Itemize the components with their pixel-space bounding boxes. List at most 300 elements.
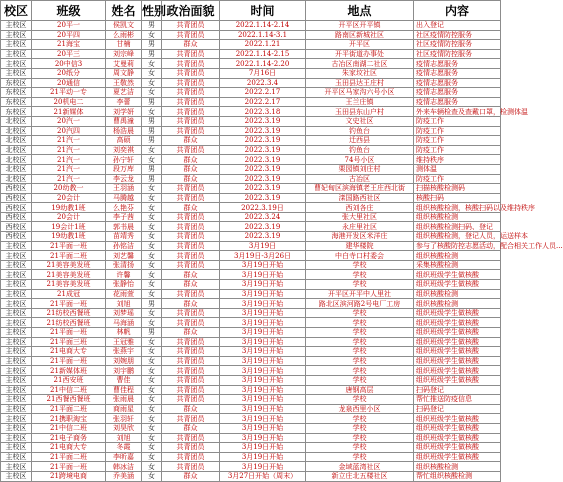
- cell-name: 李云龙: [106, 174, 142, 184]
- cell-campus: 主校区: [1, 241, 32, 251]
- cell-campus: 北校区: [1, 155, 32, 165]
- cell-class: 20会计: [32, 193, 106, 203]
- cell-political-status: 群众: [162, 299, 220, 309]
- cell-location: 古冶区南湖二社区: [306, 59, 414, 69]
- cell-political-status: 共青团员: [162, 375, 220, 385]
- table-row: [1, 260, 501, 270]
- cell-political-status: 共青团员: [162, 443, 220, 453]
- cell-location: 龙泉西里小区: [306, 404, 414, 414]
- cell-location: 学校: [306, 452, 414, 462]
- cell-gender: 女: [142, 260, 162, 270]
- cell-name: 么雨彬: [106, 30, 142, 40]
- cell-campus: 主校区: [1, 462, 32, 472]
- cell-location: 钓鱼台: [306, 145, 414, 155]
- cell-content: 组织班级学生做核酸: [414, 414, 501, 424]
- cell-content: 组织班级学生做核酸: [414, 443, 501, 453]
- cell-content: 防疫工作: [414, 116, 501, 126]
- table-row: [1, 414, 501, 424]
- cell-campus: 西校区: [1, 212, 32, 222]
- table-row: [1, 164, 501, 174]
- cell-name: 艾曼莉: [106, 59, 142, 69]
- cell-content: 防疫工作: [414, 126, 501, 136]
- cell-location: 路北区滨河路2号电厂工房: [306, 299, 414, 309]
- table-row: [1, 174, 501, 184]
- header-gender: 性别: [142, 1, 162, 21]
- cell-campus: 主校区: [1, 471, 32, 481]
- cell-gender: 女: [142, 347, 162, 357]
- cell-class: 21美容美发班: [32, 260, 106, 270]
- cell-political-status: 共青团员: [162, 78, 220, 88]
- cell-class: 21平面一班: [32, 462, 106, 472]
- cell-gender: 女: [142, 212, 162, 222]
- cell-class: 21成冠: [32, 289, 106, 299]
- cell-political-status: 群众: [162, 174, 220, 184]
- cell-class: 21平面一班: [32, 241, 106, 251]
- cell-class: 20中信3: [32, 59, 106, 69]
- table-row: [1, 21, 501, 31]
- cell-class: 21汽一: [32, 164, 106, 174]
- cell-time: 3月19日开始: [220, 433, 306, 443]
- cell-gender: 女: [142, 443, 162, 453]
- cell-campus: 主校区: [1, 404, 32, 414]
- cell-class: 21平面三班: [32, 337, 106, 347]
- cell-content: 参与了核酸防控志愿活动，配合相关工作人员...: [414, 241, 501, 251]
- cell-name: 刘学妍: [106, 107, 142, 117]
- cell-name: 张静怡: [106, 280, 142, 290]
- cell-content: 组织班级学生做核酸: [414, 347, 501, 357]
- cell-political-status: 共青团员: [162, 212, 220, 222]
- cell-political-status: 共青团员: [162, 251, 220, 261]
- cell-name: 孙铭洁: [106, 241, 142, 251]
- cell-gender: 女: [142, 184, 162, 194]
- cell-name: 杨浩晨: [106, 126, 142, 136]
- cell-campus: 主校区: [1, 385, 32, 395]
- cell-gender: 女: [142, 203, 162, 213]
- table-row: [1, 347, 501, 357]
- cell-content: 核酸扫码: [414, 193, 501, 203]
- cell-political-status: 群众: [162, 136, 220, 146]
- cell-content: 扫码登记: [414, 385, 501, 395]
- cell-time: 2022.3.19: [220, 145, 306, 155]
- table-row: [1, 203, 501, 213]
- cell-political-status: 共青团员: [162, 21, 220, 31]
- cell-class: 20幼教一: [32, 184, 106, 194]
- cell-content: 帮忙组织核酸检测: [414, 471, 501, 481]
- cell-political-status: 共青团员: [162, 385, 220, 395]
- cell-time: 2022.3.19: [220, 232, 306, 242]
- cell-campus: 西校区: [1, 184, 32, 194]
- header-class: 班级: [32, 1, 106, 21]
- cell-content: 组织班级学生做核酸: [414, 308, 501, 318]
- cell-location: 海港开发区米洋庄: [306, 232, 414, 242]
- cell-gender: 女: [142, 78, 162, 88]
- cell-political-status: 共青团员: [162, 366, 220, 376]
- cell-content: 组织班级学生做核酸: [414, 366, 501, 376]
- cell-time: 3月19日开始: [220, 452, 306, 462]
- cell-content: 组织班级学生做核酸: [414, 337, 501, 347]
- cell-time: 2022.1.14-2.15: [220, 49, 306, 59]
- cell-location: 滦国路西社区: [306, 193, 414, 203]
- table-row: [1, 136, 501, 146]
- cell-location: 学校: [306, 366, 414, 376]
- cell-time: 2022.3.19: [220, 126, 306, 136]
- cell-name: 张燕宇: [106, 347, 142, 357]
- cell-gender: 女: [142, 270, 162, 280]
- cell-content: 扫描核酸检测码: [414, 184, 501, 194]
- cell-campus: 西校区: [1, 193, 32, 203]
- cell-campus: 主校区: [1, 251, 32, 261]
- cell-time: 3月19日开始: [220, 328, 306, 338]
- cell-class: 21电子商务: [32, 433, 106, 443]
- cell-campus: 北校区: [1, 126, 32, 136]
- table-row: [1, 356, 501, 366]
- cell-content: 帮忙推送防疫信息: [414, 395, 501, 405]
- cell-political-status: 共青团员: [162, 184, 220, 194]
- cell-gender: 女: [142, 59, 162, 69]
- cell-class: 20平三: [32, 49, 106, 59]
- cell-time: 3月19日开始: [220, 347, 306, 357]
- cell-gender: 女: [142, 155, 162, 165]
- table-row: [1, 375, 501, 385]
- cell-gender: 女: [142, 375, 162, 385]
- table-row: [1, 126, 501, 136]
- cell-content: 疫情志愿服务: [414, 59, 501, 69]
- cell-political-status: 共青团员: [162, 337, 220, 347]
- table-row: [1, 212, 501, 222]
- cell-political-status: 群众: [162, 164, 220, 174]
- cell-gender: 女: [142, 337, 162, 347]
- cell-class: 20会计: [32, 212, 106, 222]
- table-row: [1, 68, 501, 78]
- cell-content: 组织班级学生做核酸: [414, 270, 501, 280]
- cell-campus: 主校区: [1, 40, 32, 50]
- cell-location: 学校: [306, 433, 414, 443]
- cell-campus: 西校区: [1, 203, 32, 213]
- table-row: [1, 462, 501, 472]
- cell-campus: 北校区: [1, 145, 32, 155]
- cell-gender: 男: [142, 97, 162, 107]
- cell-class: 21电商大专: [32, 443, 106, 453]
- cell-class: 20平四: [32, 30, 106, 40]
- cell-campus: 北校区: [1, 174, 32, 184]
- cell-name: 张羽轩: [106, 414, 142, 424]
- cell-name: 甘楠: [106, 40, 142, 50]
- header-name: 姓名: [106, 1, 142, 21]
- cell-time: 3月19日开始: [220, 366, 306, 376]
- cell-name: 侯凯文: [106, 21, 142, 31]
- table-row: [1, 299, 501, 309]
- cell-political-status: 共青团员: [162, 318, 220, 328]
- table-row: [1, 404, 501, 414]
- cell-location: 开平区开平中人里社: [306, 289, 414, 299]
- table-row: [1, 88, 501, 98]
- cell-gender: 女: [142, 462, 162, 472]
- cell-content: 疫情志愿服务: [414, 78, 501, 88]
- cell-location: 王兰庄镇: [306, 97, 414, 107]
- cell-time: 2022.3.19日: [220, 203, 306, 213]
- cell-name: 刘昊欣: [106, 423, 142, 433]
- cell-name: 刘宗峰: [106, 49, 142, 59]
- cell-content: 防疫工作: [414, 136, 501, 146]
- cell-name: 曹禹潼: [106, 116, 142, 126]
- cell-gender: 男: [142, 299, 162, 309]
- cell-time: 7月16日: [220, 68, 306, 78]
- cell-content: 防疫工作: [414, 145, 501, 155]
- cell-gender: 男: [142, 49, 162, 59]
- table-row: [1, 40, 501, 50]
- table-row: [1, 251, 501, 261]
- cell-content: 组织班级学生做核酸: [414, 375, 501, 385]
- cell-gender: 男: [142, 164, 162, 174]
- table-row: [1, 443, 501, 453]
- cell-gender: 女: [142, 395, 162, 405]
- cell-class: 21西安班: [32, 375, 106, 385]
- cell-class: 21平面一班: [32, 356, 106, 366]
- cell-political-status: 共青团员: [162, 356, 220, 366]
- cell-gender: 女: [142, 251, 162, 261]
- cell-location: 学校: [306, 280, 414, 290]
- header-time: 时间: [220, 1, 306, 21]
- table-row: [1, 97, 501, 107]
- cell-political-status: 共青团员: [162, 222, 220, 232]
- cell-political-status: 群众: [162, 328, 220, 338]
- cell-class: 21汽一: [32, 145, 106, 155]
- cell-gender: 女: [142, 145, 162, 155]
- cell-campus: 主校区: [1, 59, 32, 69]
- cell-name: 乔美涵: [106, 471, 142, 481]
- cell-time: 3月19日开始: [220, 443, 306, 453]
- cell-class: 21美容美发班: [32, 280, 106, 290]
- cell-gender: 男: [142, 40, 162, 50]
- cell-campus: 主校区: [1, 356, 32, 366]
- cell-class: 21平面二班: [32, 251, 106, 261]
- cell-time: 3月19日开始: [220, 385, 306, 395]
- cell-class: 21平面二班: [32, 452, 106, 462]
- cell-gender: 女: [142, 318, 162, 328]
- table-row: [1, 49, 501, 59]
- cell-name: 刘婉朋: [106, 356, 142, 366]
- cell-campus: 西校区: [1, 222, 32, 232]
- cell-location: 开平区马家沟六号小区: [306, 88, 414, 98]
- cell-content: 测体温: [414, 164, 501, 174]
- header-campus: 校区: [1, 1, 32, 21]
- cell-time: 2022.3.19: [220, 222, 306, 232]
- cell-gender: 女: [142, 414, 162, 424]
- cell-class: 21平面二班: [32, 404, 106, 414]
- cell-content: 组织班级学生做核酸: [414, 328, 501, 338]
- table-row: [1, 232, 501, 242]
- cell-gender: 男: [142, 174, 162, 184]
- cell-time: 3月19日开始: [220, 270, 306, 280]
- cell-name: 刘宇鹏: [106, 366, 142, 376]
- cell-gender: 女: [142, 452, 162, 462]
- cell-time: 3月19日-3月26日: [220, 251, 306, 261]
- cell-campus: 主校区: [1, 308, 32, 318]
- cell-time: 2022.3.19: [220, 164, 306, 174]
- cell-gender: 女: [142, 30, 162, 40]
- cell-name: 夏艺洁: [106, 88, 142, 98]
- cell-content: 社区疫情防控服务: [414, 49, 501, 59]
- cell-content: 组织核酸检测: [414, 289, 501, 299]
- cell-class: 21中信二班: [32, 423, 106, 433]
- cell-location: 开平区开平镇: [306, 21, 414, 31]
- cell-gender: 男: [142, 328, 162, 338]
- cell-name: 刘艺馨: [106, 251, 142, 261]
- cell-content: 扫码登记: [414, 404, 501, 414]
- cell-time: 2022.3.4: [220, 78, 306, 88]
- cell-content: 组织核酸检测: [414, 251, 501, 261]
- cell-name: 林帆: [106, 328, 142, 338]
- cell-content: 组织核酸检测，登记人员，运送样本: [414, 232, 501, 242]
- cell-campus: 北校区: [1, 164, 32, 174]
- cell-campus: 主校区: [1, 423, 32, 433]
- cell-time: 2022.3.19: [220, 174, 306, 184]
- cell-content: 疫情志愿服务: [414, 97, 501, 107]
- cell-content: 社区疫情防控服务: [414, 30, 501, 40]
- cell-campus: 主校区: [1, 452, 32, 462]
- cell-location: 学校: [306, 395, 414, 405]
- cell-political-status: 共青团员: [162, 107, 220, 117]
- cell-campus: 主校区: [1, 395, 32, 405]
- cell-class: 21携职淘宝: [32, 414, 106, 424]
- cell-location: 路南区新城社区: [306, 30, 414, 40]
- cell-gender: 女: [142, 404, 162, 414]
- cell-name: 花雨萱: [106, 289, 142, 299]
- cell-political-status: 群众: [162, 423, 220, 433]
- cell-name: 苗靖秀: [106, 232, 142, 242]
- cell-name: 曹佳: [106, 375, 142, 385]
- cell-time: 3月19日开始: [220, 260, 306, 270]
- cell-location: 学校: [306, 328, 414, 338]
- cell-political-status: 共青团员: [162, 145, 220, 155]
- table-row: [1, 59, 501, 69]
- cell-location: 学校: [306, 337, 414, 347]
- cell-name: 郭书晨: [106, 222, 142, 232]
- cell-location: 金域蓝湾社区: [306, 462, 414, 472]
- cell-time: 2022.3.19: [220, 184, 306, 194]
- cell-political-status: 共青团员: [162, 232, 220, 242]
- cell-gender: 女: [142, 107, 162, 117]
- cell-location: 学校: [306, 318, 414, 328]
- cell-political-status: 共青团员: [162, 126, 220, 136]
- cell-class: 20通信: [32, 78, 106, 88]
- cell-time: 3月19日开始: [220, 299, 306, 309]
- cell-class: 21海宝: [32, 40, 106, 50]
- cell-campus: 主校区: [1, 375, 32, 385]
- header-political-status: 政治面貌: [162, 1, 220, 21]
- table-row: [1, 395, 501, 405]
- cell-time: 2022.3.19: [220, 116, 306, 126]
- cell-content: 疫情志愿服务: [414, 88, 501, 98]
- table-row: [1, 78, 501, 88]
- table-row: [1, 280, 501, 290]
- cell-content: 组织班级学生做核酸: [414, 452, 501, 462]
- cell-class: 21纺校西餐班: [32, 318, 106, 328]
- cell-gender: 男: [142, 126, 162, 136]
- cell-gender: 女: [142, 366, 162, 376]
- cell-time: 2022.1.21: [220, 40, 306, 50]
- table-row: [1, 452, 501, 462]
- cell-time: 2022.3.18: [220, 107, 306, 117]
- cell-location: 中白寺口村委会: [306, 251, 414, 261]
- cell-time: 2022.3.19: [220, 136, 306, 146]
- cell-campus: 东校区: [1, 78, 32, 88]
- cell-gender: 女: [142, 385, 162, 395]
- cell-name: 商雨星: [106, 404, 142, 414]
- cell-location: 学校: [306, 443, 414, 453]
- cell-time: 2022.3.19: [220, 193, 306, 203]
- cell-campus: 主校区: [1, 366, 32, 376]
- cell-location: 新立庄北五楼社区: [306, 471, 414, 481]
- cell-content: 组织核酸检测，核酸扫码以及维持秩序: [414, 203, 501, 213]
- cell-name: 王冠雅: [106, 337, 142, 347]
- cell-gender: 女: [142, 241, 162, 251]
- cell-name: 韩冰洁: [106, 462, 142, 472]
- cell-location: 古冶区: [306, 174, 414, 184]
- cell-campus: 主校区: [1, 443, 32, 453]
- cell-time: 3月19日开始: [220, 289, 306, 299]
- cell-name: 孙宁轩: [106, 155, 142, 165]
- cell-time: 3月19日开始: [220, 337, 306, 347]
- cell-class: 20纸分: [32, 68, 106, 78]
- cell-content: 社区疫情防控服务: [414, 40, 501, 50]
- table-row: [1, 107, 501, 117]
- cell-time: 3月19日开始: [220, 395, 306, 405]
- cell-political-status: 共青团员: [162, 116, 220, 126]
- cell-name: 张清扬: [106, 260, 142, 270]
- cell-gender: 男: [142, 136, 162, 146]
- table-body: [1, 21, 563, 482]
- cell-campus: 北校区: [1, 136, 32, 146]
- cell-content: 外来车辆检查及查戴口罩，检测体温: [414, 107, 501, 117]
- cell-gender: 女: [142, 222, 162, 232]
- cell-political-status: 共青团员: [162, 347, 220, 357]
- cell-content: 组织核酸检测: [414, 462, 501, 472]
- cell-time: 3月19日开始: [220, 280, 306, 290]
- cell-class: 21中信二班: [32, 385, 106, 395]
- cell-class: 19幼教1班: [32, 203, 106, 213]
- cell-content: 组织核酸检测扫码、登记: [414, 222, 501, 232]
- cell-political-status: 共青团员: [162, 433, 220, 443]
- cell-gender: 女: [142, 289, 162, 299]
- cell-name: 马海涵: [106, 318, 142, 328]
- cell-campus: 东校区: [1, 97, 32, 107]
- table-row: [1, 222, 501, 232]
- table-row: [1, 385, 501, 395]
- table-row: [1, 155, 501, 165]
- cell-class: 21西餐西餐班: [32, 395, 106, 405]
- cell-content: 组织核酸检测: [414, 212, 501, 222]
- cell-political-status: 共青团员: [162, 241, 220, 251]
- cell-name: 李子茜: [106, 212, 142, 222]
- table-row: [1, 184, 501, 194]
- cell-class: 21纺校西餐班: [32, 308, 106, 318]
- cell-political-status: 共青团员: [162, 97, 220, 107]
- cell-location: 学校: [306, 375, 414, 385]
- cell-gender: 女: [142, 433, 162, 443]
- cell-campus: 主校区: [1, 289, 32, 299]
- cell-political-status: 共青团员: [162, 462, 220, 472]
- cell-gender: 女: [142, 88, 162, 98]
- cell-campus: 北校区: [1, 116, 32, 126]
- cell-class: 19幼教1班: [32, 232, 106, 242]
- table-row: [1, 328, 501, 338]
- cell-name: 冬霞: [106, 443, 142, 453]
- cell-political-status: 群众: [162, 40, 220, 50]
- cell-gender: 女: [142, 423, 162, 433]
- cell-political-status: 群众: [162, 280, 220, 290]
- cell-name: 马腾越: [106, 193, 142, 203]
